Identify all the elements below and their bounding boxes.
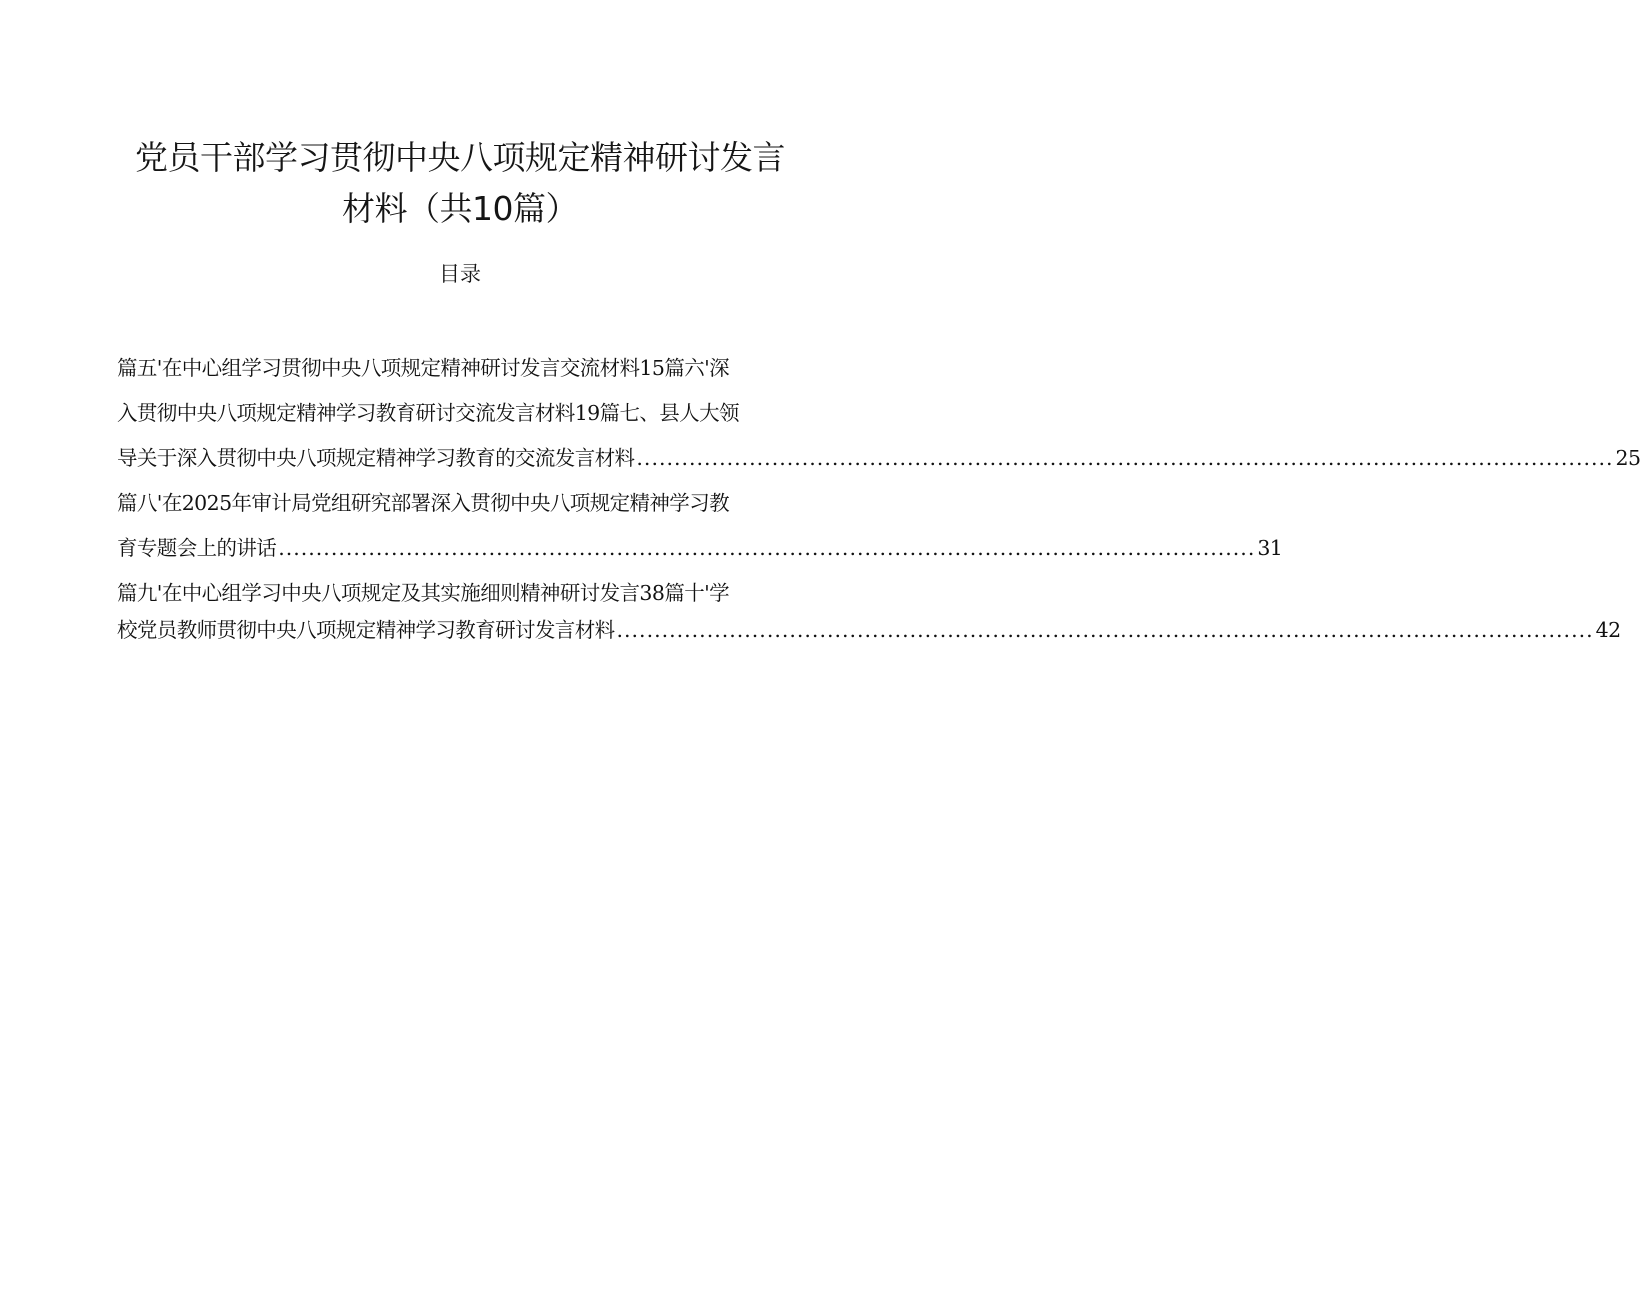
- toc-line[interactable]: 篇九'在中心组学习中央八项规定及其实施细则精神研讨发言38篇十'学: [117, 581, 730, 605]
- toc-page-number: 31: [1257, 536, 1283, 560]
- toc-dot-leader: ..................................................................................................................................: [278, 536, 1256, 560]
- toc-line[interactable]: 入贯彻中央八项规定精神学习教育研讨交流发言材料19篇七、县人大领: [117, 401, 739, 425]
- toc-entry[interactable]: [117, 610, 1621, 650]
- toc-entry[interactable]: [117, 528, 1283, 568]
- toc-heading: 目录: [439, 262, 481, 286]
- toc-entry[interactable]: [117, 438, 1640, 478]
- toc-entry-title: 校党员教师贯彻中央八项规定精神学习教育研讨发言材料: [117, 618, 615, 642]
- toc-dot-leader: ..................................................................................................................................: [616, 618, 1594, 642]
- toc-entry-title: 导关于深入贯彻中央八项规定精神学习教育的交流发言材料: [117, 446, 635, 470]
- toc-page-number: 42: [1595, 618, 1621, 642]
- toc-page-number: 25: [1615, 446, 1640, 470]
- document-title-line-1: 党员干部学习贯彻中央八项规定精神研讨发言: [135, 138, 785, 177]
- toc-entry-title: 育专题会上的讲话: [117, 536, 277, 560]
- document-title-line-2: 材料（共10篇）: [342, 189, 578, 228]
- toc-line[interactable]: 篇八'在2025年审计局党组研究部署深入贯彻中央八项规定精神学习教: [117, 491, 730, 515]
- toc-line[interactable]: 篇五'在中心组学习贯彻中央八项规定精神研讨发言交流材料15篇六'深: [117, 356, 730, 380]
- toc-dot-leader: ..................................................................................................................................: [636, 446, 1614, 470]
